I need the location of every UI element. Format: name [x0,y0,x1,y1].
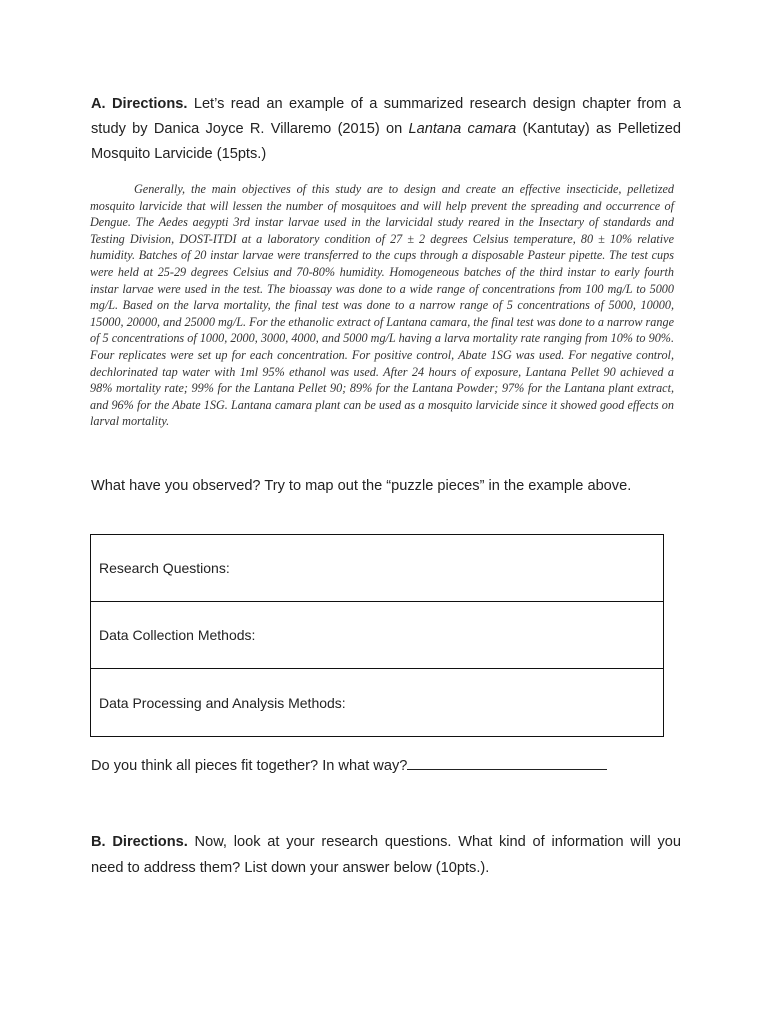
answer-blank-line[interactable] [407,755,607,770]
research-summary-paragraph [90,181,674,430]
section-a-label: A. [91,96,106,112]
section-a-intro-part2: (Kantutay) as Pelletized Mosquito Larvicide (15pts.) [91,121,682,162]
section-a-intro-part1: Let’s read an example of a summarized research design chapter from a study by Danica Joyce R. Villaremo (2015) on [91,96,681,137]
research-questions-row[interactable] [91,535,663,602]
section-b-label: B. [91,834,106,850]
fit-question [91,755,691,777]
research-questions-label: Research Questions: [99,560,230,576]
section-b-directions-label: Directions. [112,834,188,850]
section-b-text: Now, look at your research questions. What kind of information will you need to address them? List down your answer below (10pts.). [91,834,681,876]
observe-prompt: What have you observed? Try to map out the “puzzle pieces” in the example above. [91,478,632,494]
data-collection-row[interactable] [91,602,663,669]
section-b-directions [91,829,681,881]
research-summary-text: Generally, the main objectives of this study are to design and create an effective insecticide, pelletized mosquito larvicide that will lessen the number of mosquitoes and will help prevent the spreading and occurrence of Dengue. The Aedes aegypti 3rd instar larvae used in the larvicidal study reared in the Insectary of standards and Testing Division, DOST-ITDI at a laboratory condition of 27 ± 2 degrees Celsius temperature, 80 ± 10% relative humidity. Batches of 20 instar larvae were transferred to the cups through a disposable Pasteur pipette. The test cups were held at 25-29 degrees Celsius and 70-80% humidity. Homogeneous batches of the third instar to early fourth instar larvae were used in the test. The bioassay was done to a wide range of concentrations from 100 mg/L to 5000 mg/L. Based on the larva mortality, the final test was done to a narrow range of 5 concentrations of 5000, 10000, 15000, 20000, and 25000 mg/L. For the ethanolic extract of Lantana camara, the final test was done to a narrow range of 5 concentrations of 1000, 2000, 3000, 4000, and 5000 mg/L having a larva mortality rate ranging from 10% to 90%. Four replicates were set up for each concentration. For positive control, Abate 1SG was used. For negative control, dechlorinated tap water with 1ml 95% ethanol was used. After 24 hours of exposure, Lantana Pellet 90 achieved a 98% mortality rate; 99% for the Lantana Pellet 90; 89% for the Lantana Powder; 97% for the Lantana plant extract, and 96% for the Abate 1SG. Lantana camara plant can be used as a mosquito larvicide since it showed good effects on larval mortality. [90,182,674,429]
section-a-intro-species: Lantana camara [408,121,517,137]
data-collection-label: Data Collection Methods: [99,627,256,643]
fit-question-text: Do you think all pieces fit together? In what way? [91,758,408,774]
puzzle-pieces-table [90,534,664,737]
data-processing-label: Data Processing and Analysis Methods: [99,694,346,711]
section-a-directions-label: Directions. [112,96,188,112]
data-processing-row[interactable] [91,669,663,736]
section-a-directions [91,92,681,167]
